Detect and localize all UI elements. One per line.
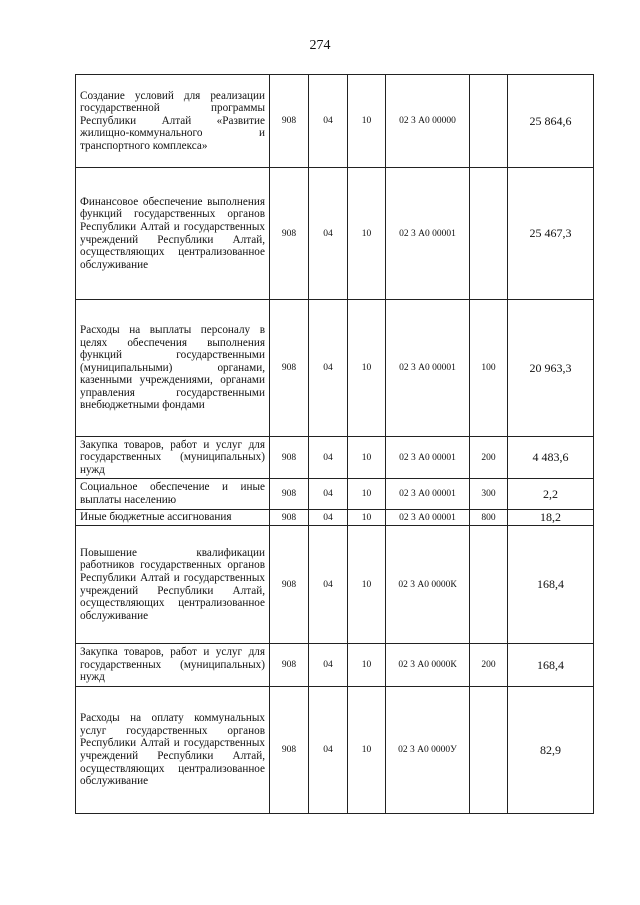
row-name: Иные бюджетные ассигнования xyxy=(76,510,270,526)
target-article-code: 02 3 А0 00001 xyxy=(386,300,470,437)
row-name: Социальное обеспечение и иные выплаты населению xyxy=(76,479,270,510)
table-row xyxy=(76,75,594,168)
subsection-code: 10 xyxy=(348,687,386,814)
target-article-code: 02 3 А0 00001 xyxy=(386,168,470,300)
section-code: 04 xyxy=(309,437,348,479)
expense-type-code: 100 xyxy=(470,300,508,437)
subsection-code: 10 xyxy=(348,75,386,168)
section-code: 04 xyxy=(309,526,348,644)
target-article-code: 02 3 А0 0000У xyxy=(386,687,470,814)
ministry-code: 908 xyxy=(270,168,309,300)
target-article-code: 02 3 А0 00001 xyxy=(386,437,470,479)
ministry-code: 908 xyxy=(270,526,309,644)
expense-type-code xyxy=(470,75,508,168)
expense-type-code xyxy=(470,526,508,644)
table-row xyxy=(76,479,594,510)
ministry-code: 908 xyxy=(270,300,309,437)
table-row xyxy=(76,437,594,479)
row-name: Финансовое обеспечение выполнения функций государственных органов Республики Алтай и государственных учреждений Республики Алтай, осуществляющих централизованное обслуживание xyxy=(76,168,270,300)
ministry-code: 908 xyxy=(270,687,309,814)
table-row xyxy=(76,168,594,300)
expense-type-code xyxy=(470,168,508,300)
subsection-code: 10 xyxy=(348,168,386,300)
ministry-code: 908 xyxy=(270,510,309,526)
target-article-code: 02 3 А0 00000 xyxy=(386,75,470,168)
table-row xyxy=(76,644,594,687)
amount: 25 467,3 xyxy=(508,168,594,300)
row-name: Расходы на выплаты персоналу в целях обеспечения выполнения функций государственными (муниципальными) органами, казенными учреждениями, органами управления государственными внебюджетными фондами xyxy=(76,300,270,437)
subsection-code: 10 xyxy=(348,510,386,526)
expense-type-code: 200 xyxy=(470,644,508,687)
ministry-code: 908 xyxy=(270,644,309,687)
table-row xyxy=(76,526,594,644)
amount: 20 963,3 xyxy=(508,300,594,437)
section-code: 04 xyxy=(309,168,348,300)
target-article-code: 02 3 А0 0000К xyxy=(386,526,470,644)
subsection-code: 10 xyxy=(348,526,386,644)
amount: 82,9 xyxy=(508,687,594,814)
page-number: 274 xyxy=(309,38,331,53)
row-name: Расходы на оплату коммунальных услуг государственных органов Республики Алтай и государственных учреждений Республики Алтай, осуществляющих централизованное обслуживание xyxy=(76,687,270,814)
amount: 4 483,6 xyxy=(508,437,594,479)
expense-type-code: 200 xyxy=(470,437,508,479)
expense-type-code: 800 xyxy=(470,510,508,526)
ministry-code: 908 xyxy=(270,437,309,479)
target-article-code: 02 3 А0 0000К xyxy=(386,644,470,687)
section-code: 04 xyxy=(309,75,348,168)
budget-table-body xyxy=(76,75,594,814)
section-code: 04 xyxy=(309,479,348,510)
section-code: 04 xyxy=(309,300,348,437)
row-name: Закупка товаров, работ и услуг для государственных (муниципальных) нужд xyxy=(76,437,270,479)
budget-table xyxy=(75,74,594,814)
amount: 25 864,6 xyxy=(508,75,594,168)
row-name: Повышение квалификации работников государственных органов Республики Алтай и государственных учреждений Республики Алтай, осуществляющих централизованное обслуживание xyxy=(76,526,270,644)
row-name: Закупка товаров, работ и услуг для государственных (муниципальных) нужд xyxy=(76,644,270,687)
row-name: Создание условий для реализации государственной программы Республики Алтай «Развитие жилищно-коммунального и транспортного комплекса» xyxy=(76,75,270,168)
table-row xyxy=(76,687,594,814)
amount: 2,2 xyxy=(508,479,594,510)
amount: 18,2 xyxy=(508,510,594,526)
amount: 168,4 xyxy=(508,526,594,644)
amount: 168,4 xyxy=(508,644,594,687)
subsection-code: 10 xyxy=(348,300,386,437)
subsection-code: 10 xyxy=(348,644,386,687)
subsection-code: 10 xyxy=(348,437,386,479)
target-article-code: 02 3 А0 00001 xyxy=(386,510,470,526)
table-row xyxy=(76,300,594,437)
section-code: 04 xyxy=(309,510,348,526)
target-article-code: 02 3 А0 00001 xyxy=(386,479,470,510)
table-row xyxy=(76,510,594,526)
ministry-code: 908 xyxy=(270,75,309,168)
section-code: 04 xyxy=(309,644,348,687)
ministry-code: 908 xyxy=(270,479,309,510)
expense-type-code xyxy=(470,687,508,814)
expense-type-code: 300 xyxy=(470,479,508,510)
section-code: 04 xyxy=(309,687,348,814)
subsection-code: 10 xyxy=(348,479,386,510)
